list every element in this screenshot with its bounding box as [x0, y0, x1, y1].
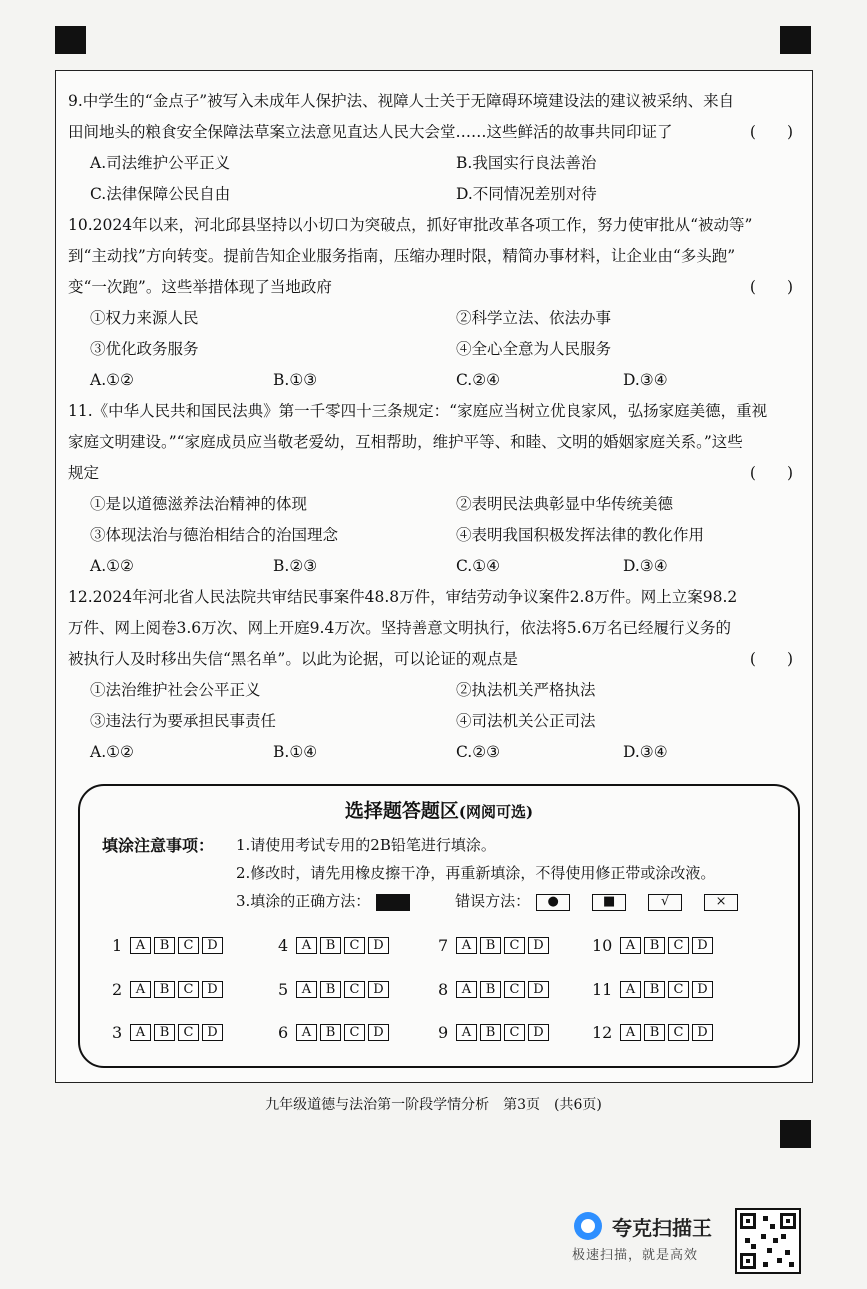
- bubble-a[interactable]: A: [456, 937, 477, 954]
- registration-mark-bottom-right: [780, 1120, 811, 1148]
- choice-a: A.①②: [90, 557, 134, 575]
- instruction-3: 3.填涂的正确方法： 错误方法： ● ■ √ ×: [236, 888, 738, 915]
- bubble-b[interactable]: B: [480, 937, 501, 954]
- statement-3: ③体现法治与德治相结合的治国理念: [90, 526, 339, 544]
- statement-2: ②表明民法典彰显中华传统美德: [456, 495, 674, 513]
- statement-row: [68, 520, 803, 551]
- answer-item-5: [278, 980, 392, 999]
- answer-item-number: 3: [112, 1023, 123, 1042]
- answer-item-3: [112, 1023, 226, 1042]
- answer-parenthesis: ( ): [749, 278, 793, 296]
- bubble-a[interactable]: A: [456, 1024, 477, 1041]
- statement-row: [68, 303, 803, 334]
- statement-4: ④全心全意为人民服务: [456, 340, 612, 358]
- statement-row: [68, 706, 803, 737]
- answer-item-number: 11: [592, 980, 613, 999]
- answer-item-8: [438, 980, 552, 999]
- bubble-c[interactable]: C: [178, 981, 199, 998]
- question-11: [68, 396, 803, 582]
- bubble-d[interactable]: D: [202, 1024, 223, 1041]
- choice-a: A.①②: [90, 371, 134, 389]
- choice-c: C.②④: [456, 371, 501, 389]
- question-9: [68, 86, 803, 210]
- choice-b: B.①④: [273, 743, 318, 761]
- statement-4: ④司法机关公正司法: [456, 712, 596, 730]
- answer-parenthesis: ( ): [749, 650, 793, 668]
- answer-item-number: 12: [592, 1023, 613, 1042]
- page-footer: 九年级道德与法治第一阶段学情分析 第3页 (共6页): [265, 1097, 602, 1113]
- bubble-d[interactable]: D: [692, 981, 713, 998]
- answer-item-number: 1: [112, 936, 123, 955]
- choice-c: C.①④: [456, 557, 501, 575]
- statement-1: ①是以道德滋养法治精神的体现: [90, 495, 308, 513]
- question-line: 规定 ( ): [68, 458, 803, 489]
- bubble-d[interactable]: D: [368, 937, 389, 954]
- choice-row: [68, 551, 803, 582]
- question-line: 万件、网上阅卷3.6万次、网上开庭9.4万次。坚持善意文明执行，依法将5.6万名已经履行义务的: [68, 619, 731, 637]
- bubble-a[interactable]: A: [296, 1024, 317, 1041]
- statement-2: ②科学立法、依法办事: [456, 309, 612, 327]
- answer-item-number: 10: [592, 936, 613, 955]
- bubble-d[interactable]: D: [202, 981, 223, 998]
- question-line: 变“一次跑”。这些举措体现了当地政府 ( ): [68, 272, 803, 303]
- bubble-b[interactable]: B: [644, 937, 665, 954]
- bubble-a[interactable]: A: [620, 981, 641, 998]
- statement-row: [68, 489, 803, 520]
- option-b: B.我国实行良法善治: [456, 154, 597, 172]
- bubble-b[interactable]: B: [644, 981, 665, 998]
- answer-item-number: 8: [438, 980, 449, 999]
- answer-item-10: [592, 936, 716, 955]
- bubble-a[interactable]: A: [296, 981, 317, 998]
- bubble-d[interactable]: D: [692, 937, 713, 954]
- choice-d: D.③④: [623, 371, 668, 389]
- bubble-c[interactable]: C: [668, 981, 689, 998]
- option-row: [68, 148, 803, 179]
- question-line: 被执行人及时移出失信“黑名单”。以此为论据，可以论证的观点是 ( ): [68, 644, 803, 675]
- answer-item-number: 9: [438, 1023, 449, 1042]
- question-line: 11.《中华人民共和国民法典》第一千零四十三条规定：“家庭应当树立优良家风，弘扬家庭美德，重视: [68, 402, 768, 420]
- statement-3: ③违法行为要承担民事责任: [90, 712, 277, 730]
- question-line: 家庭文明建设。”“家庭成员应当敬老爱幼，互相帮助，维护平等、和睦、文明的婚姻家庭关系。”这些: [68, 433, 743, 451]
- bubble-a[interactable]: A: [620, 1024, 641, 1041]
- bubble-a[interactable]: A: [130, 1024, 151, 1041]
- instructions-label: 填涂注意事项：: [102, 836, 215, 855]
- wrong-sample-cross: ×: [704, 894, 738, 911]
- bubble-c[interactable]: C: [668, 1024, 689, 1041]
- answer-item-number: 4: [278, 936, 289, 955]
- answer-item-4: [278, 936, 392, 955]
- statement-2: ②执法机关严格执法: [456, 681, 596, 699]
- choice-c: C.②③: [456, 743, 501, 761]
- question-line: 到“主动找”方向转变。提前告知企业服务指南，压缩办理时限，精简办事材料，让企业由“多头跑”: [68, 247, 736, 265]
- bubble-d[interactable]: D: [528, 937, 549, 954]
- answer-item-number: 6: [278, 1023, 289, 1042]
- question-12: [68, 582, 803, 768]
- scanner-slogan: 极速扫描，就是高效: [572, 1248, 699, 1263]
- answer-area-title: 选择题答题区(网阅可选): [344, 800, 534, 822]
- bubble-b[interactable]: B: [320, 981, 341, 998]
- answer-item-number: 7: [438, 936, 449, 955]
- registration-mark-top-right: [780, 26, 811, 54]
- scanner-logo-icon: [574, 1212, 602, 1240]
- correct-fill-sample: [376, 894, 410, 911]
- choice-b: B.②③: [273, 557, 318, 575]
- answer-item-11: [592, 980, 716, 999]
- choice-d: D.③④: [623, 743, 668, 761]
- question-line: 12.2024年河北省人民法院共审结民事案件48.8万件，审结劳动争议案件2.8万件。网上立案98.2: [68, 588, 738, 606]
- question-10: [68, 210, 803, 396]
- bubble-c[interactable]: C: [344, 981, 365, 998]
- bubble-c[interactable]: C: [504, 1024, 525, 1041]
- answer-item-number: 5: [278, 980, 289, 999]
- bubble-c[interactable]: C: [504, 937, 525, 954]
- bubble-c[interactable]: C: [178, 1024, 199, 1041]
- question-line: 9.中学生的“金点子”被写入未成年人保护法、视障人士关于无障碍环境建设法的建议被采纳、来自: [68, 92, 735, 110]
- bubble-d[interactable]: D: [692, 1024, 713, 1041]
- bubble-c[interactable]: C: [344, 1024, 365, 1041]
- bubble-b[interactable]: B: [320, 937, 341, 954]
- bubble-d[interactable]: D: [368, 1024, 389, 1041]
- bubble-b[interactable]: B: [480, 1024, 501, 1041]
- registration-mark-top-left: [55, 26, 86, 54]
- bubble-b[interactable]: B: [154, 981, 175, 998]
- bubble-c[interactable]: C: [504, 981, 525, 998]
- bubble-b[interactable]: B: [154, 937, 175, 954]
- bubble-b[interactable]: B: [320, 1024, 341, 1041]
- statement-4: ④表明我国积极发挥法律的教化作用: [456, 526, 705, 544]
- wrong-sample-dot: ●: [536, 894, 570, 911]
- answer-item-1: [112, 936, 226, 955]
- bubble-c[interactable]: C: [344, 937, 365, 954]
- bubble-d[interactable]: D: [202, 937, 223, 954]
- choice-b: B.①③: [273, 371, 318, 389]
- bubble-d[interactable]: D: [528, 981, 549, 998]
- choice-a: A.①②: [90, 743, 134, 761]
- answer-sheet-area: [78, 784, 800, 1068]
- option-row: [68, 179, 803, 210]
- statement-1: ①权力来源人民: [90, 309, 199, 327]
- answer-item-7: [438, 936, 552, 955]
- wrong-sample-partial: ■: [592, 894, 626, 911]
- statement-row: [68, 675, 803, 706]
- answer-item-9: [438, 1023, 552, 1042]
- choice-row: [68, 737, 803, 768]
- answer-parenthesis: ( ): [749, 123, 793, 141]
- wrong-sample-check: √: [648, 894, 682, 911]
- bubble-b[interactable]: B: [480, 981, 501, 998]
- answer-parenthesis: ( ): [749, 464, 793, 482]
- choice-d: D.③④: [623, 557, 668, 575]
- bubble-b[interactable]: B: [644, 1024, 665, 1041]
- bubble-a[interactable]: A: [456, 981, 477, 998]
- bubble-a[interactable]: A: [130, 937, 151, 954]
- bubble-b[interactable]: B: [154, 1024, 175, 1041]
- bubble-a[interactable]: A: [130, 981, 151, 998]
- bubble-c[interactable]: C: [668, 937, 689, 954]
- scanner-brand: 夸克扫描王: [612, 1216, 712, 1240]
- bubble-d[interactable]: D: [528, 1024, 549, 1041]
- question-line: 10.2024年以来，河北邱县坚持以小切口为突破点，抓好审批改革各项工作，努力使审批从“被动等”: [68, 216, 753, 234]
- qr-code-icon: [735, 1208, 801, 1274]
- option-c: C.法律保障公民自由: [90, 185, 231, 203]
- option-a: A.司法维护公平正义: [90, 154, 231, 172]
- answer-item-6: [278, 1023, 392, 1042]
- question-line: 田间地头的粮食安全保障法草案立法意见直达人民大会堂……这些鲜活的故事共同印证了 ( ): [68, 117, 803, 148]
- instruction-2: 2.修改时，请先用橡皮擦干净，再重新填涂，不得使用修正带或涂改液。: [236, 864, 716, 882]
- bubble-a[interactable]: A: [620, 937, 641, 954]
- bubble-c[interactable]: C: [178, 937, 199, 954]
- answer-item-2: [112, 980, 226, 999]
- option-d: D.不同情况差别对待: [456, 185, 597, 203]
- instruction-1: 1.请使用考试专用的2B铅笔进行填涂。: [236, 836, 496, 854]
- exam-page-frame: [55, 70, 813, 1083]
- statement-1: ①法治维护社会公平正义: [90, 681, 261, 699]
- bubble-a[interactable]: A: [296, 937, 317, 954]
- bubble-d[interactable]: D: [368, 981, 389, 998]
- statement-row: [68, 334, 803, 365]
- choice-row: [68, 365, 803, 396]
- answer-item-12: [592, 1023, 716, 1042]
- statement-3: ③优化政务服务: [90, 340, 199, 358]
- answer-item-number: 2: [112, 980, 123, 999]
